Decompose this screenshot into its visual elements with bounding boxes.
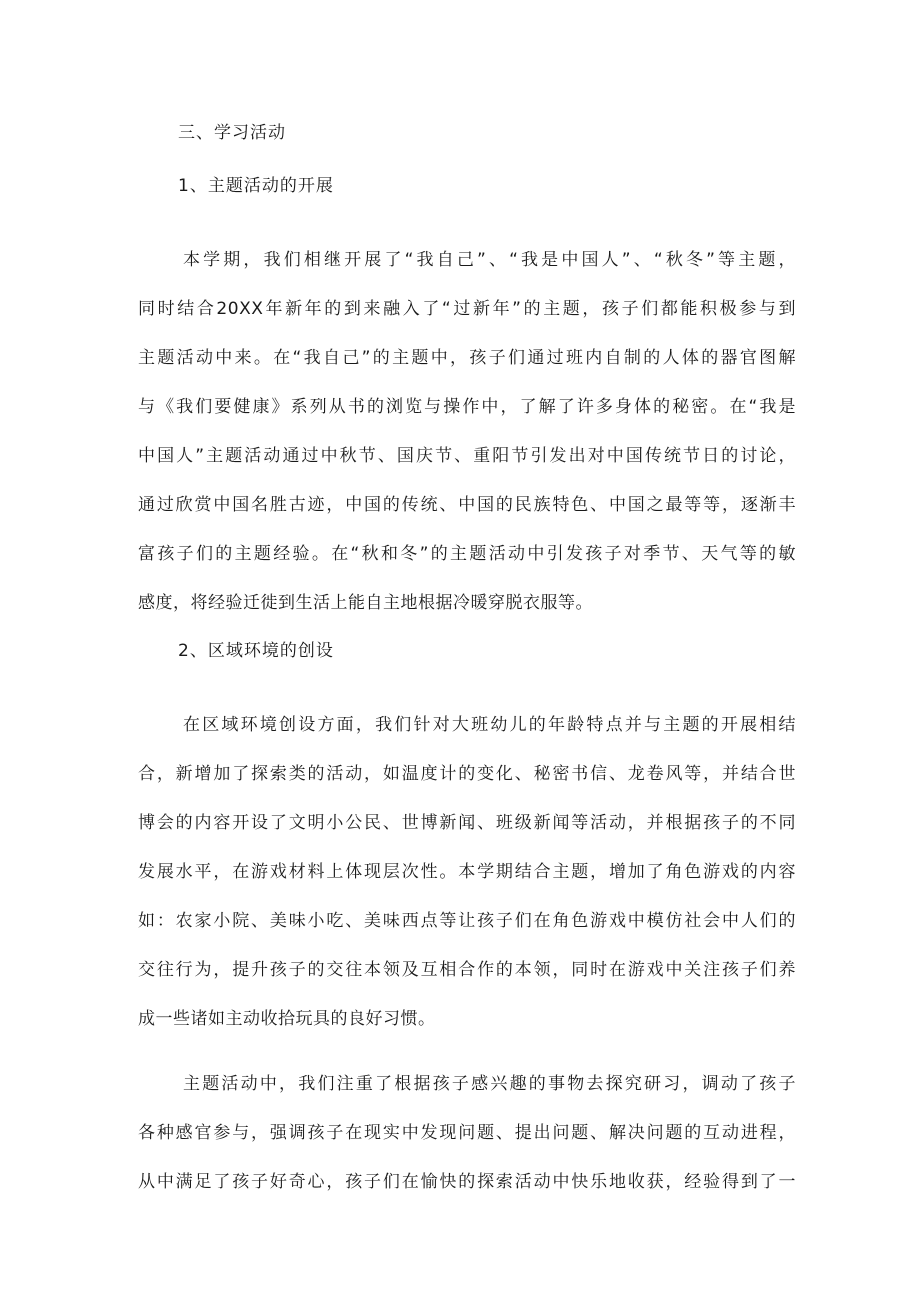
paragraph-line: 主题活动中，我们注重了根据孩子感兴趣的事物去探究研习，调动了孩子 [183,1074,796,1094]
paragraph-line: 富孩子们的主题经验。在“秋和冬”的主题活动中引发孩子对季节、天气等的敏 [138,544,796,564]
paragraph-line: 同时结合20XX年新年的到来融入了“过新年”的主题，孩子们都能积极参与到 [138,299,796,319]
paragraph-line: 感度，将经验迁徙到生活上能自主地根据冷暖穿脱衣服等。 [138,593,593,613]
paragraph-line: 各种感官参与，强调孩子在现实中发现问题、提出问题、解决问题的互动进程， [138,1123,796,1143]
subsection-title-1: 1、主题活动的开展 [178,176,334,196]
paragraph-line: 与《我们要健康》系列从书的浏览与操作中，了解了许多身体的秘密。在“我是 [138,397,796,417]
paragraph-line: 发展水平，在游戏材料上体现层次性。本学期结合主题，增加了角色游戏的内容 [138,862,796,882]
paragraph-line: 主题活动中来。在“我自己”的主题中，孩子们通过班内自制的人体的器官图解 [138,348,796,368]
paragraph-line: 交往行为，提升孩子的交往本领及互相合作的本领，同时在游戏中关注孩子们养 [138,960,796,980]
paragraph-line: 通过欣赏中国名胜古迹，中国的传统、中国的民族特色、中国之最等等，逐渐丰 [138,495,796,515]
paragraph-line: 成一些诸如主动收拾玩具的良好习惯。 [138,1009,436,1029]
paragraph-line: 博会的内容开设了文明小公民、世博新闻、班级新闻等活动，并根据孩子的不同 [138,813,796,833]
paragraph-line: 从中满足了孩子好奇心，孩子们在愉快的探索活动中快乐地收获，经验得到了一 [138,1172,796,1192]
paragraph-line: 中国人”主题活动通过中秋节、国庆节、重阳节引发出对中国传统节日的讨论， [138,446,796,466]
paragraph-line: 如：农家小院、美味小吃、美味西点等让孩子们在角色游戏中模仿社会中人们的 [138,911,796,931]
section-title: 三、学习活动 [178,123,286,143]
paragraph-line: 在区域环境创设方面，我们针对大班幼儿的年龄特点并与主题的开展相结 [183,715,796,735]
paragraph-line: 本学期，我们相继开展了“我自己”、“我是中国人”、“秋冬”等主题， [183,250,796,270]
subsection-title-2: 2、区域环境的创设 [178,641,334,661]
paragraph-line: 合，新增加了探索类的活动，如温度计的变化、秘密书信、龙卷风等，并结合世 [138,764,796,784]
